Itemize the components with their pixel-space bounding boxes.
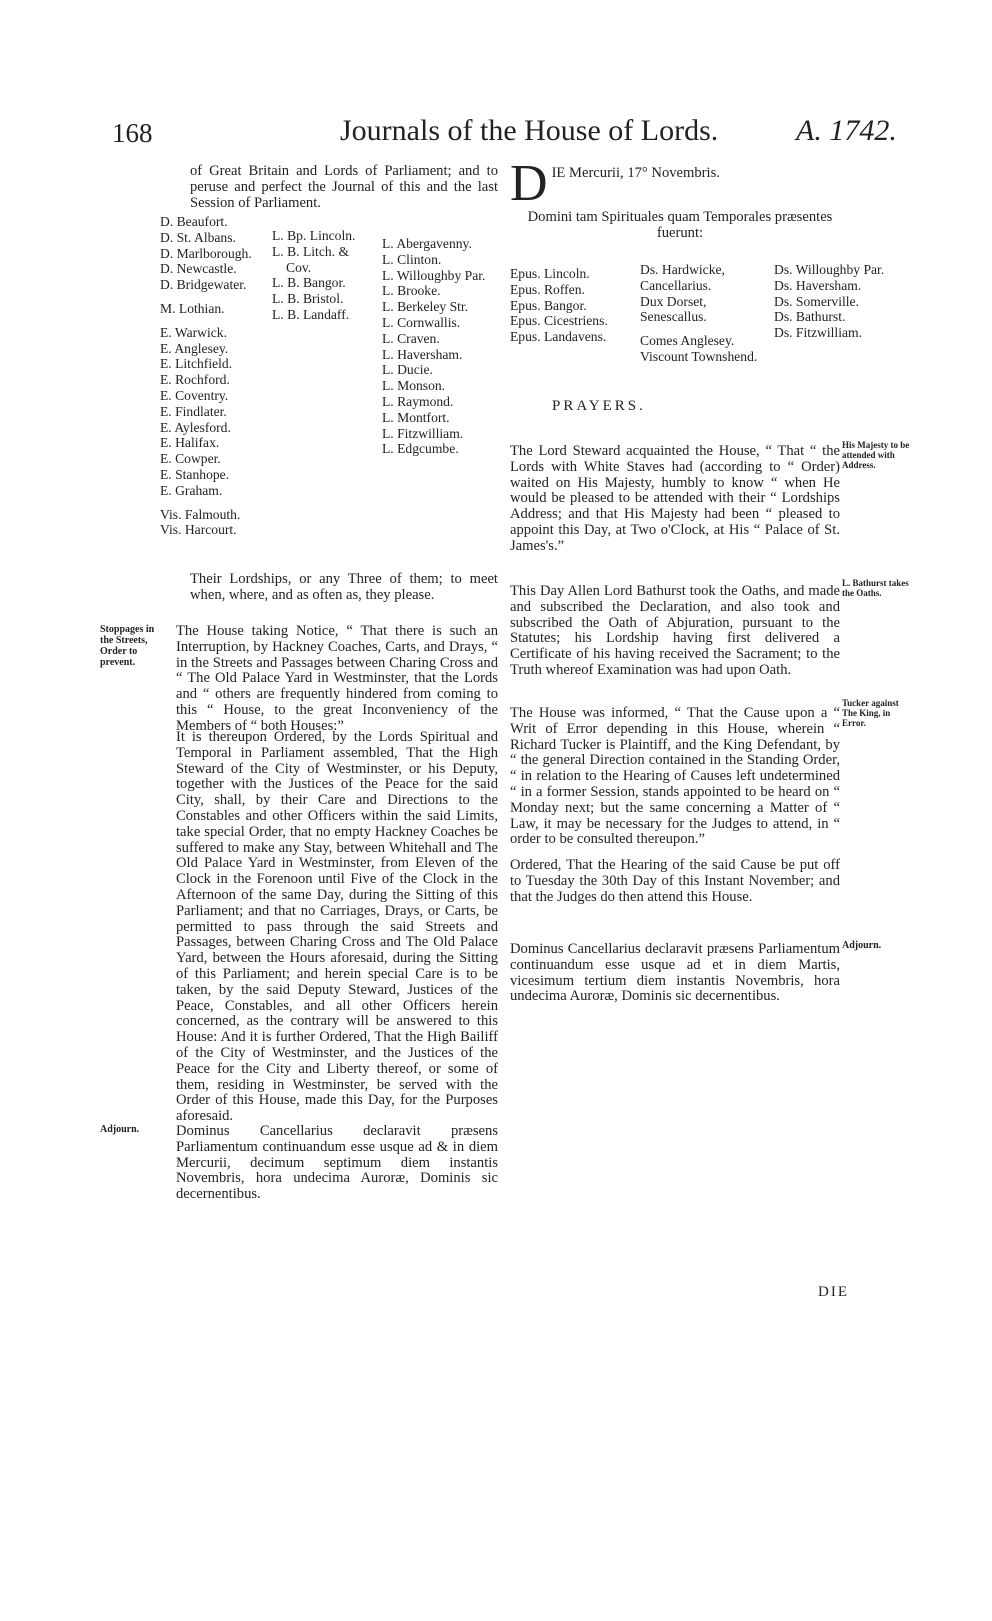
list-item: E. Halifax. <box>160 435 220 451</box>
list-item: Vis. Falmouth. <box>160 506 241 522</box>
list-item: E. Graham. <box>160 482 223 498</box>
present-list-bishops <box>510 266 628 345</box>
list-item: E. Warwick. <box>160 324 227 340</box>
list-item: E. Anglesey. <box>160 340 229 356</box>
list-item: L. B. Litch. & <box>272 243 350 259</box>
adjourn-paragraph-right: Dominus Cancellarius declaravit præsens Parliamentum continuandum esse usque ad et in diem Martis, vicesimum tertium diem instantis Novembris, hora undecima Auroræ, Dominis sic decernentibus. <box>510 941 840 1005</box>
list-item: Ds. Somerville. <box>774 293 859 309</box>
prayers-heading: PRAYERS. <box>552 398 646 414</box>
catchword: DIE <box>818 1284 849 1300</box>
list-item: Epus. Roffen. <box>510 281 585 297</box>
ordered-hearing-paragraph: Ordered, That the Hearing of the said Cause be put off to Tuesday the 30th Day of this Instant November; and that the Judges do then attend this House. <box>510 857 840 905</box>
stoppages-paragraph: The House taking Notice, “ That there is such an Interruption, by Hackney Coaches, Carts, and Drays, “ in the Streets and Passages between Charing Cross and “ The Old Palace Yard in Westminster, that the Lords and “ others are frequently hindered from coming to this “ House, to the great Inconveniency of the Members of “ both Houses:” <box>176 623 498 734</box>
margin-note-majesty: His Majesty to be attended with Address. <box>842 440 910 470</box>
list-item: E. Findlater. <box>160 403 227 419</box>
committee-intro: of Great Britain and Lords of Parliament; and to peruse and perfect the Journal of this and the last Session of Parliament. <box>190 163 498 211</box>
list-item: E. Rochford. <box>160 372 230 388</box>
list-item: E. Aylesford. <box>160 419 231 435</box>
list-item: L. Clinton. <box>382 251 442 267</box>
ordered-paragraph: It is thereupon Ordered, by the Lords Spiritual and Temporal in Parliament assembled, That the High Steward of the City of Westminster, or his Deputy, together with the Justices of the Peace for the said City, shall, by their Care and Directions to the Constables and other Officers within the said Limits, take special Order, that no empty Hackney Coaches be suffered to make any Stay, between Whitehall and The Old Palace Yard in Westminster, from Eleven of the Clock in the Forenoon until Five of the Clock in the Afternoon of the same Day, during the Sitting of this Parliament; and that no Carriages, Drays, or Carts, be permitted to pass through the said Streets and Passages, between Charing Cross and The Old Palace Yard, between the Hours aforesaid, during the Sitting of this Parliament; and herein special Care is to be taken, by the said Deputy Steward, Justices of the Peace, Constables, and all other Officers herein concerned, as the contrary will be answered to this House: And it is further Ordered, That the High Bailiff of the City of Westminster, and the Justices of the Peace for the City and Liberty thereof, or some of them, residing in Westminster, be served with the Order of this House, made this Day, for the Purposes aforesaid. <box>176 729 498 1125</box>
list-item: L. Montfort. <box>382 409 450 425</box>
margin-note-tucker: Tucker against The King, in Error. <box>842 698 899 728</box>
margin-note-adjourn: Adjourn. <box>100 1124 140 1135</box>
list-item: L. B. Bristol. <box>272 291 344 307</box>
list-item: Ds. Fitzwilliam. <box>774 325 862 341</box>
adjourn-paragraph: Dominus Cancellarius declaravit præsens Parliamentum continuandum esse usque ad & in diem Mercurii, decimum septimum diem instantis Novembris, hora undecima Auroræ, Dominis sic decernentibus. <box>176 1123 498 1203</box>
journal-title: Journals of the House of Lords. <box>340 114 719 147</box>
list-item: L. Berkeley Str. <box>382 299 469 315</box>
list-item: L. Monson. <box>382 378 446 394</box>
list-item: L. Willoughby Par. <box>382 267 486 283</box>
list-item: D. Marlborough. <box>160 245 252 261</box>
list-item: Epus. Lincoln. <box>510 266 590 281</box>
list-item: L. Edgcumbe. <box>382 441 459 457</box>
steward-paragraph: The Lord Steward acquainted the House, “ That “ the Lords with White Staves had (according to “ Order) waited on His Majesty, humbly to know “ when He would be pleased to be attended with their “ Lordships Address; and that His Majesty had been “ pleased to appoint this Day, at Two o'Clock, at His “ Palace of St. James's.” <box>510 443 840 554</box>
list-item: L. Raymond. <box>382 393 454 409</box>
committee-list-bishops <box>272 228 372 323</box>
committee-list-dukes-earls <box>160 214 272 538</box>
list-item: Viscount Townshend. <box>640 348 758 364</box>
list-item: L. Bp. Lincoln. <box>272 228 356 243</box>
list-item: Epus. Landavens. <box>510 329 607 345</box>
list-item: L. Brooke. <box>382 283 441 299</box>
list-item: L. B. Landaff. <box>272 306 350 322</box>
list-item: Ds. Hardwicke, Cancellarius. <box>640 262 725 293</box>
list-item: L. Ducie. <box>382 362 433 378</box>
list-item: L. Fitzwilliam. <box>382 425 464 441</box>
list-item: Epus. Bangor. <box>510 297 587 313</box>
list-item: D. Newcastle. <box>160 261 237 277</box>
list-item: Comes Anglesey. <box>640 333 735 349</box>
margin-note-adjourn-right: Adjourn. <box>842 940 882 951</box>
page-number: 168 <box>112 118 153 148</box>
present-list-lords <box>774 262 894 341</box>
sitting-date-heading <box>510 155 850 212</box>
list-item: L. Abergavenny. <box>382 236 472 251</box>
present-list-officers <box>640 262 766 365</box>
list-item: D. Beaufort. <box>160 214 228 229</box>
bathurst-paragraph: This Day Allen Lord Bathurst took the Oaths, and made and subscribed the Declaration, and also took and subscribed the Oath of Abjuration, pursuant to the Statutes; his Lordship having first delivered a Certificate of his having received the Sacrament; to the Truth whereof Examination was had upon Oath. <box>510 583 840 678</box>
list-item: L. Cornwallis. <box>382 314 461 330</box>
tucker-paragraph: The House was informed, “ That the Cause upon a “ Writ of Error depending in this House, wherein “ Richard Tucker is Plaintiff, and the King Defendant, by “ the general Direction contained in the Standing Order, “ in relation to the Hearing of Causes left undetermined “ in a former Session, stands appointed to be heard on “ Monday next; but the same concerning a Matter of “ Law, it may be necessary for the Judges to attend, in “ order to be consulted thereupon.” <box>510 705 840 848</box>
margin-note-bathurst: L. Bathurst takes the Oaths. <box>842 578 909 598</box>
list-item: M. Lothian. <box>160 300 225 316</box>
list-item: Dux Dorset, Senescallus. <box>640 293 707 325</box>
list-item: D. Bridgewater. <box>160 277 247 293</box>
list-item: E. Coventry. <box>160 387 229 403</box>
present-line: Domini tam Spirituales quam Temporales præsentes fuerunt: <box>527 209 833 241</box>
list-item: Ds. Haversham. <box>774 277 862 293</box>
journal-year: A. 1742. <box>796 114 897 147</box>
list-item: Ds. Bathurst. <box>774 309 846 325</box>
list-item: E. Stanhope. <box>160 466 230 482</box>
committee-list-barons <box>382 236 498 457</box>
list-item: Epus. Cicestriens. <box>510 313 608 329</box>
list-item: L. Craven. <box>382 330 440 346</box>
list-item: Cov. <box>286 259 312 275</box>
list-item: E. Cowper. <box>160 451 221 467</box>
list-item: L. Haversham. <box>382 346 463 362</box>
margin-note-stoppages: Stoppages in the Streets, Order to prevent. <box>100 624 155 668</box>
date-line: IE Mercurii, 17° Novembris. <box>551 165 720 181</box>
list-item: Vis. Harcourt. <box>160 522 237 538</box>
lordships-meet: Their Lordships, or any Three of them; to meet when, where, and as often as, they please. <box>190 571 498 603</box>
list-item: Ds. Willoughby Par. <box>774 262 885 277</box>
list-item: L. B. Bangor. <box>272 275 346 291</box>
list-item: D. St. Albans. <box>160 229 236 245</box>
list-item: E. Litchfield. <box>160 356 233 372</box>
drop-cap: D <box>510 155 548 212</box>
